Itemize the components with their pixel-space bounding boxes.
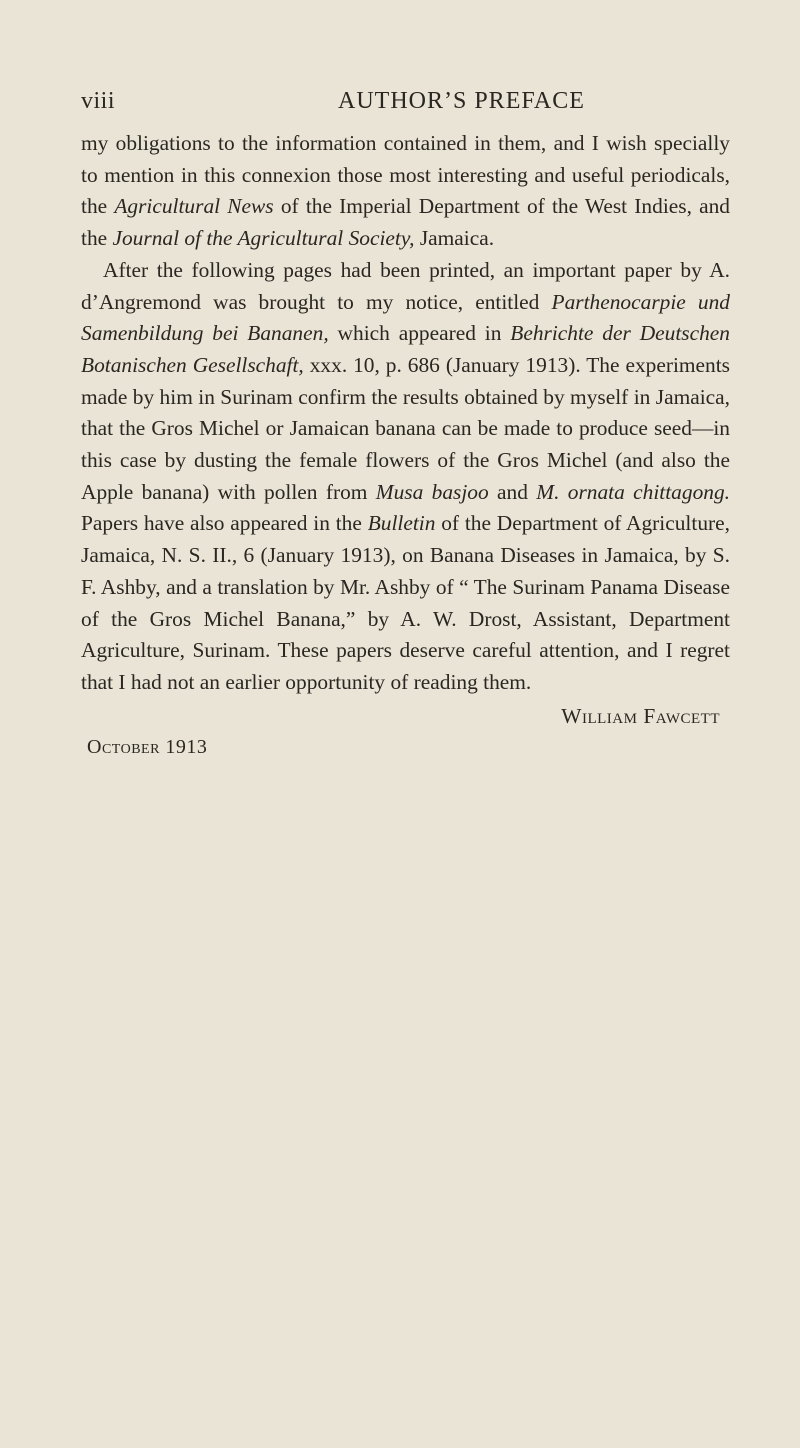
preface-body <box>81 128 730 699</box>
text-run: and <box>488 479 537 504</box>
paper-title: Parthenocarpie und Samenbildung bei Bananen, <box>81 289 730 346</box>
book-page <box>0 88 800 1448</box>
text-run: of the Department of Agriculture, Jamaica, N. S. II., 6 (January 1913), on Banana Diseases in Jamaica, by S. F. Ashby, and a translation by Mr. Ashby of “ The Surinam Panama Disease of the Gros Michel Banana,” by A. W. Drost, Assistant, Department Agriculture, Surinam. These papers deserve careful attention, and I regret that I had not an earlier opportunity of reading them. <box>81 511 730 694</box>
text-run: After the following pages had been printed, an important paper by A. d’Angremond was brought to my notice, entitled <box>81 257 730 314</box>
journal-title: Bulletin <box>367 511 436 536</box>
running-head-title: AUTHOR’S PREFACE <box>338 88 585 114</box>
text-run: which appeared in <box>328 321 511 346</box>
text-run: Jamaica. <box>414 226 495 251</box>
periodical-title: Journal of the Agricultural Society, <box>112 226 415 251</box>
page-number: viii <box>81 88 116 114</box>
dateline: October 1913 <box>87 736 208 759</box>
text-run: of the Imperial Department of the West Indies, and the <box>81 194 730 251</box>
species-name: Musa basjoo <box>375 479 489 504</box>
paragraph-continued <box>81 128 730 255</box>
text-run: xxx. 10, p. 686 (January 1913). The experiments made by him in Surinam confirm the results obtained by myself in Jamaica, that the Gros Michel or Jamaican banana can be made to produce seed—in this case by dusting the female flowers of the Gros Michel (and also the Apple banana) with pollen from <box>81 352 730 504</box>
species-name: M. ornata chittagong. <box>536 479 731 504</box>
journal-title: Behrichte der Deutschen Botanischen Gesellschaft, <box>81 321 730 377</box>
text-run: Papers have also appeared in the <box>81 511 368 536</box>
text-run: my obligations to the information contained in them, and I wish specially to mention in this connexion those most interesting and useful periodicals, the <box>81 131 730 219</box>
author-signature: William Fawcett <box>561 703 720 728</box>
paragraph-addendum <box>81 255 730 699</box>
periodical-title: Agricultural News <box>114 194 274 219</box>
running-head <box>81 88 730 128</box>
